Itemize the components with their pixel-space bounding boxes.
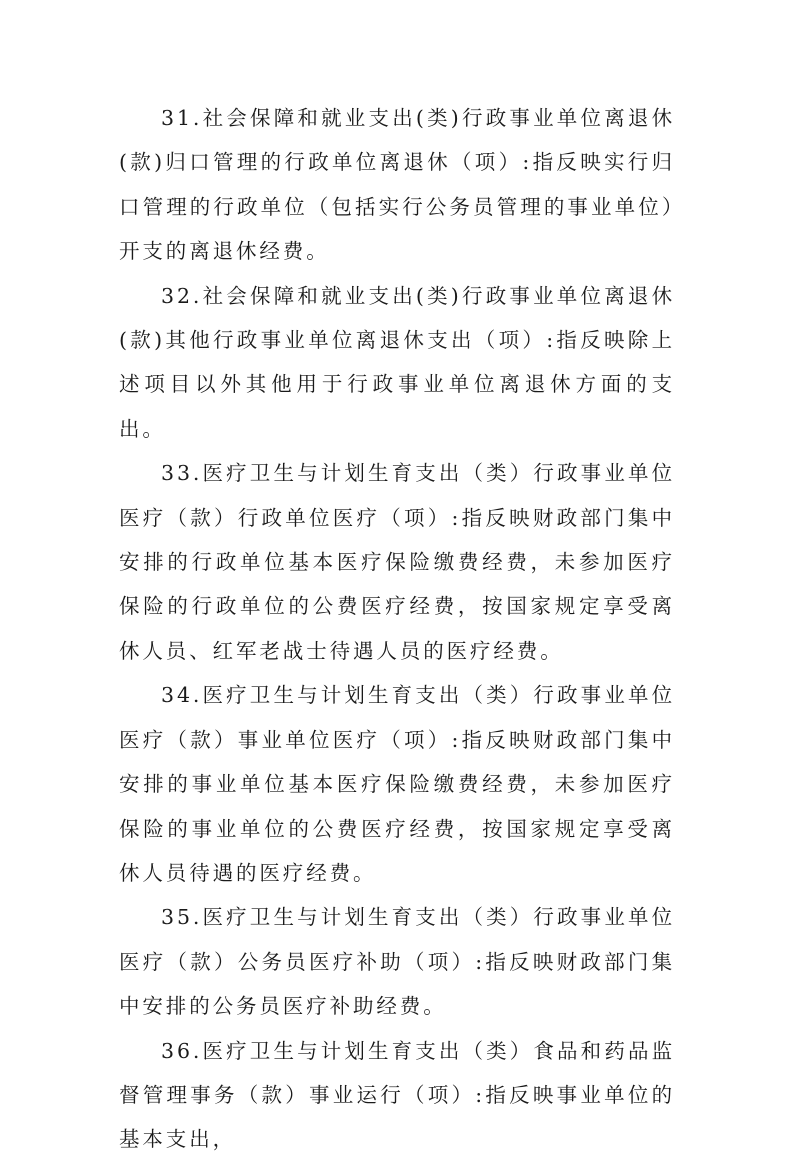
paragraph-31: 31.社会保障和就业支出(类)行政事业单位离退休(款)归口管理的行政单位离退休（项）:指反映实行归口管理的行政单位（包括实行公务员管理的事业单位）开支的离退休经费。 bbox=[119, 106, 675, 264]
paragraph-35: 35.医疗卫生与计划生育支出（类）行政事业单位医疗（款）公务员医疗补助（项）:指反映财政部门集中安排的公务员医疗补助经费。 bbox=[119, 905, 675, 1019]
paragraph-32: 32.社会保障和就业支出(类)行政事业单位离退休(款)其他行政事业单位离退休支出（项）:指反映除上述项目以外其他用于行政事业单位离退休方面的支出。 bbox=[119, 283, 675, 441]
paragraph-34: 34.医疗卫生与计划生育支出（类）行政事业单位医疗（款）事业单位医疗（项）:指反映财政部门集中安排的事业单位基本医疗保险缴费经费，未参加医疗保险的事业单位的公费医疗经费，按国家规定享受离休人员待遇的医疗经费。 bbox=[119, 683, 675, 885]
document-body bbox=[119, 96, 675, 1162]
paragraph-33: 33.医疗卫生与计划生育支出（类）行政事业单位医疗（款）行政单位医疗（项）:指反映财政部门集中安排的行政单位基本医疗保险缴费经费，未参加医疗保险的行政单位的公费医疗经费，按国家规定享受离休人员、红军老战士待遇人员的医疗经费。 bbox=[119, 461, 675, 663]
paragraph-36: 36.医疗卫生与计划生育支出（类）食品和药品监督管理事务（款）事业运行（项）:指反映事业单位的基本支出， bbox=[119, 1038, 675, 1152]
